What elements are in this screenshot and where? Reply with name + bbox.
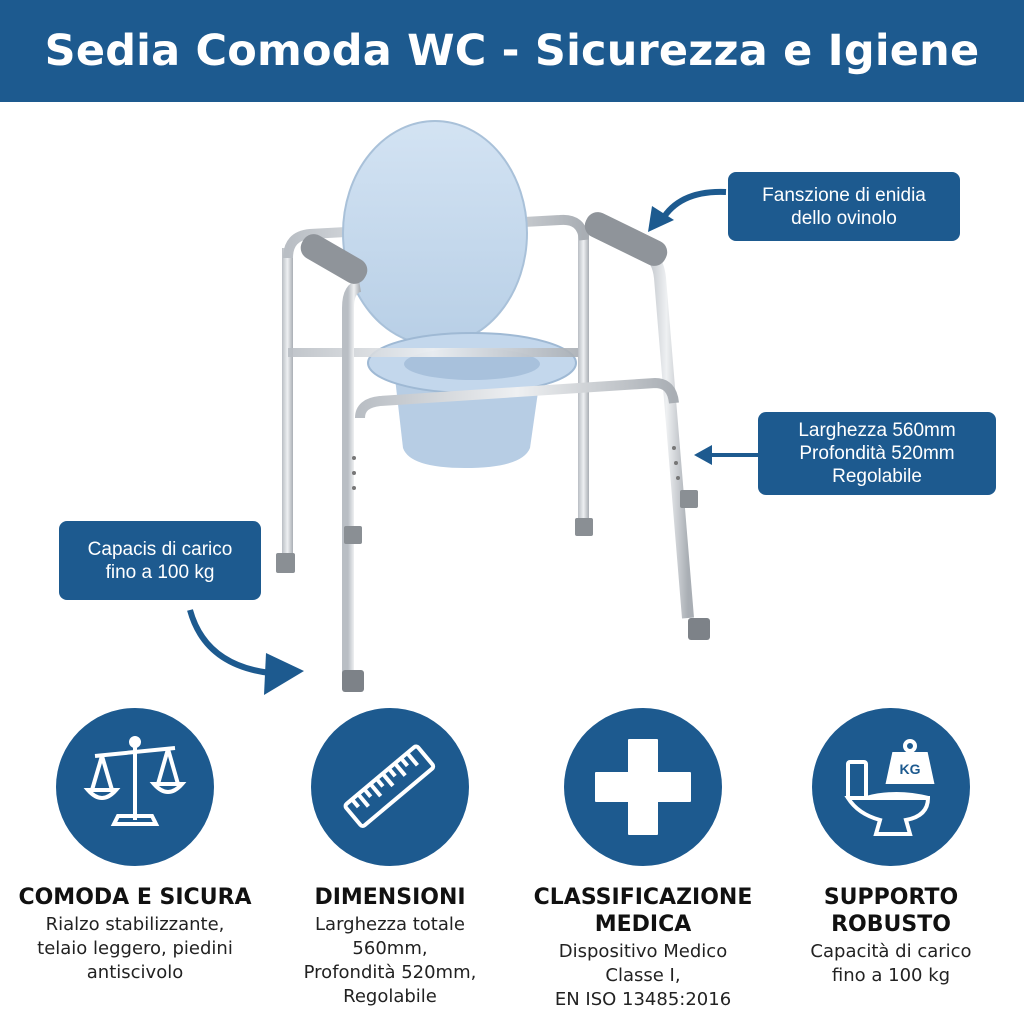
feature-title: SUPPORTO ROBUSTO: [823, 885, 959, 937]
arrow-left-curved-icon: [640, 180, 730, 240]
feature-icon-circle: [311, 708, 469, 866]
weight-badge: KG: [899, 761, 921, 777]
arrow-left-icon: [690, 440, 760, 470]
feature-description: Rialzo stabilizzante, telaio leggero, piedini antiscivolo: [37, 914, 233, 983]
callout-function: Fanszione di enidia dello ovinolo: [728, 172, 960, 241]
feature-icon-circle: [812, 708, 970, 866]
ruler-icon: [335, 732, 445, 842]
feature-icon-circle: [564, 708, 722, 866]
callout-dimensions: Larghezza 560mm Profondità 520mm Regolabile: [758, 412, 996, 495]
feature-comfort: [10, 708, 260, 985]
header-banner: [0, 0, 1024, 102]
feature-medical: [518, 708, 768, 1012]
arrow-right-curved-icon: [180, 605, 310, 700]
page-title: Sedia Comoda WC - Sicurezza e Igiene: [44, 26, 980, 76]
feature-icon-circle: [56, 708, 214, 866]
toilet-weight-icon: [836, 732, 946, 842]
medical-cross-icon: [588, 732, 698, 842]
feature-title: COMODA E SICURA: [18, 885, 252, 910]
feature-support: [766, 708, 1016, 988]
feature-description: Larghezza totale 560mm, Profondità 520mm, Regolabile: [303, 914, 477, 1007]
callout-capacity: Capacis di carico fino a 100 kg: [59, 521, 261, 600]
feature-dimensions: [265, 708, 515, 1009]
feature-description: Dispositivo Medico Classe I, EN ISO 13485:2016: [554, 941, 732, 1010]
scale-icon: [80, 732, 190, 842]
feature-description: Capacità di carico fino a 100 kg: [810, 941, 972, 986]
feature-title: CLASSIFICAZIONE MEDICA: [533, 885, 753, 937]
feature-title: DIMENSIONI: [314, 885, 466, 910]
